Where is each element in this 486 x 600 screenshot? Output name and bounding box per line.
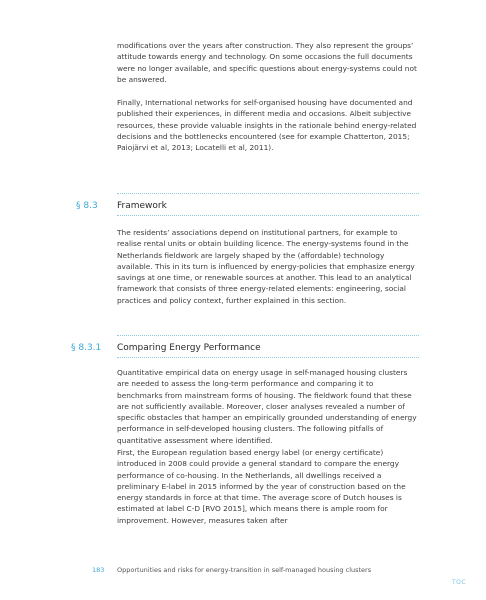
paragraph-energy-label: First, the European regulation based energy label (or energy certificate) introduced in 2008 could provide a general standard to compare the energy performance of co-housing. In the Netherlands, all dwellings received a preliminary E-label in 2015 informed by the year of construction based on the energy standards in force at that time. The average score of Dutch houses is estimated at label C-D [RVO 2015], which means there is ample room for improvement. However, measures taken after [117, 448, 406, 525]
paragraph-networks: Finally, International networks for self-organised housing have documented and published their experiences, in different media and occasions. Albeit subjective resources, these provide valuable insights in the rationale behind energy-related decisions and the bottlenecks encountered (see for example Chatterton, 2015; Paiojärvi et al, 2013; Locatelli et al, 2011). [117, 98, 417, 153]
toc-link[interactable]: TOC [452, 579, 467, 586]
running-title: Opportunities and risks for energy-transition in self-managed housing clusters [117, 566, 372, 574]
paragraph-quantitative: Quantitative empirical data on energy usage in self-managed housing clusters are needed to assess the long-term performance and comparing it to benchmarks from mainstream forms of housing. The fieldwork found that these are not sufficiently available. Moreover, closer analyses revealed a number of specific obstacles that hamper an empirically grounded understanding of energy performance in self-developed housing clusters. The following pitfalls of quantitative assessment where identified. [117, 368, 417, 445]
section-divider-bottom [117, 215, 419, 216]
section-number: § 8.3 [76, 201, 98, 211]
paragraph-intro: modifications over the years after construction. They also represent the groups’ attitude towards energy and technology. On some occasions the full documents were no longer available, and specific questions about energy-systems could not be answered. [117, 41, 417, 84]
paragraph-framework: The residents’ associations depend on institutional partners, for example to realise rental units or obtain building licence. The energy-systems found in the Netherlands fieldwork are largely shaped by the (affordable) technology available. This in its turn is influenced by energy-policies that emphasize energy savings at one time, or renewable sources at another. This lead to an analytical framework that consists of three energy-related elements: engineering, social practices and policy context, further explained in this section. [117, 228, 415, 305]
page-number: 183 [92, 566, 105, 574]
subsection-divider-bottom [117, 357, 419, 358]
section-divider-top [117, 193, 419, 194]
subsection-title: Comparing Energy Performance [117, 343, 261, 353]
subsection-number: § 8.3.1 [71, 343, 102, 353]
subsection-divider-top [117, 335, 419, 336]
section-title: Framework [117, 201, 167, 211]
